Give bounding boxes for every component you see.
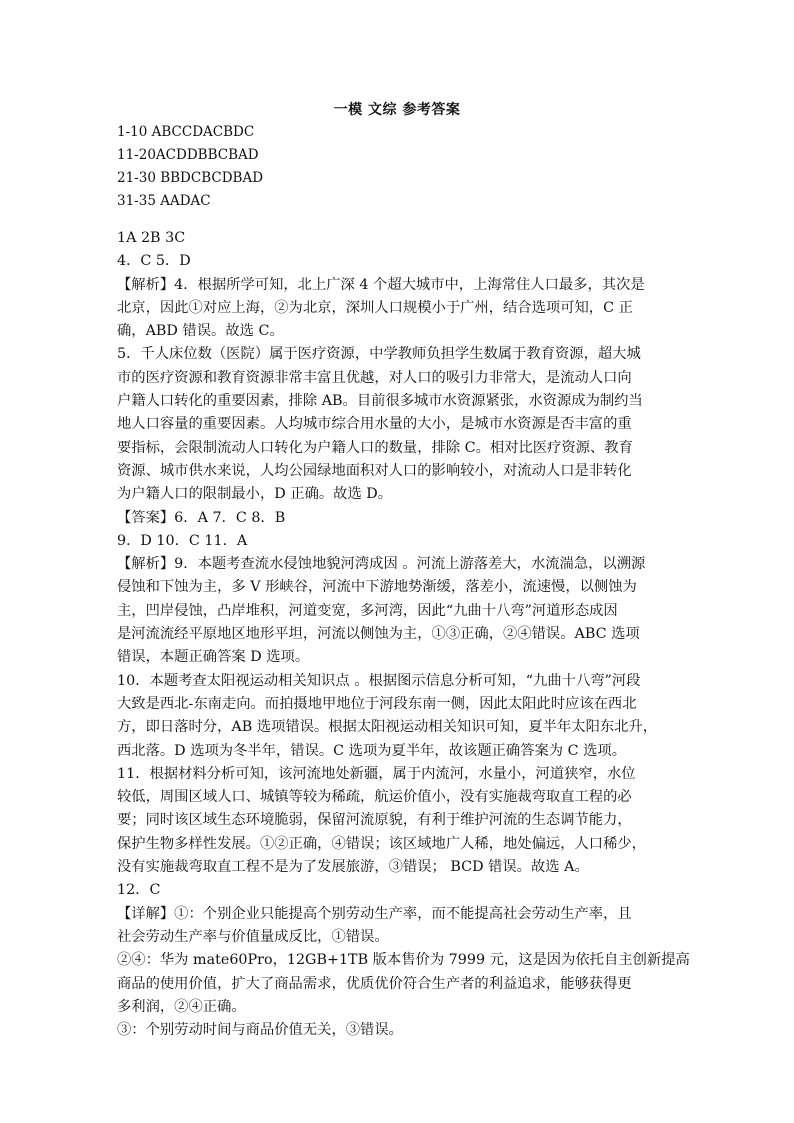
text-line: 西北落。D 选项为冬半年，错误。C 选项为夏半年，故该题正确答案为 C 选项。 (117, 742, 627, 759)
text-line: 北京，因此①对应上海，②为北京，深圳人口规模小于广州，结合选项可知，C 正 (117, 299, 633, 316)
text-line: 户籍人口转化的重要因素，排除 AB。目前很多城市水资源紧张，水资源成为制约当 (117, 393, 643, 410)
text-line: 资源、城市供水来说，人均公园绿地面积对人口的影响较小，对流动人口是非转化 (117, 462, 632, 479)
text-line: 是河流流经平原地区地形平坦，河流以侧蚀为主，①③正确，②④错误。ABC 选项 (117, 626, 640, 643)
text-line: 为户籍人口的限制最小，D 正确。故选 D。 (117, 486, 393, 503)
text-line: 社会劳动生产率与价值量成反比，①错误。 (117, 928, 389, 945)
text-line: 保护生物多样性发展。①②正确，④错误；该区域地广人稀，地处偏远，人口稀少， (117, 835, 646, 852)
text-line: ②④：华为 mate60Pro，12GB+1TB 版本售价为 7999 元，这是因为依托自主创新提高 (117, 952, 690, 969)
answer-key (117, 121, 263, 213)
text-line: 大致是西北-东南走向。而拍摄地甲地位于河段东南一侧，因此太阳此时应该在西北 (117, 695, 637, 712)
text-line: 较低，周围区域人口、城镇等较为稀疏，航运价值小，没有实施裁弯取直工程的必 (117, 789, 632, 806)
text-line: ③：个别劳动时间与商品价值无关，③错误。 (117, 1022, 403, 1039)
text-line: 9．D 10．C 11．A (117, 532, 248, 549)
text-line: 侵蚀和下蚀为主，多 V 形峡谷，河流中下游地势渐缓，落差小，流速慢，以侧蚀为 (117, 579, 637, 596)
text-line: 【解析】9．本题考查流水侵蚀地貌河湾成因 。河流上游落差大，水流湍急，以溯源 (117, 556, 646, 573)
text-line: 5．千人床位数（医院）属于医疗资源，中学教师负担学生数属于教育资源，超大城 (117, 346, 641, 363)
text-line: 4．C 5．D (117, 253, 191, 270)
text-line: 商品的使用价值，扩大了商品需求，优质优价符合生产者的利益追求，能够获得更 (117, 975, 632, 992)
answer-key-line: 1-10 ABCCDACBDC (117, 124, 255, 140)
answer-key-line: 11-20ACDDBBCBAD (117, 147, 259, 163)
text-line: 11．根据材料分析可知，该河流地处新疆，属于内流河，水量小，河道狭窄，水位 (117, 765, 636, 782)
text-line: 要指标，会限制流动人口转化为户籍人口的数量，排除 C。相对比医疗资源、教育 (117, 439, 633, 456)
text-line: 12．C (117, 882, 161, 899)
text-line: 没有实施裁弯取直工程不是为了发展旅游，③错误； BCD 错误。故选 A。 (117, 859, 589, 876)
answer-key-line: 31-35 AADAC (117, 193, 211, 209)
text-line: 【解析】4．根据所学可知，北上广深 4 个超大城市中，上海常住人口最多，其次是 (117, 276, 645, 293)
text-line: 市的医疗资源和教育资源非常丰富且优越，对人口的吸引力非常大，是流动人口向 (117, 369, 632, 386)
page-title: 一模 文综 参考答案 (333, 102, 461, 118)
text-line: 多利润，②④正确。 (117, 998, 246, 1015)
answer-key-line: 21-30 BBDCBCDBAD (117, 170, 264, 186)
answer-explanations (117, 227, 690, 1042)
text-line: 10．本题考查太阳视运动相关知识点 。根据图示信息分析可知，“九曲十八弯”河段 (117, 672, 641, 689)
text-line: 【详解】①：个别企业只能提高个别劳动生产率，而不能提高社会劳动生产率，且 (117, 905, 632, 922)
text-line: 主，凹岸侵蚀，凸岸堆积，河道变宽，多河湾，因此“九曲十八弯”河道形态成因 (117, 602, 618, 619)
text-line: 错误，本题正确答案 D 选项。 (117, 649, 310, 666)
text-line: 要；同时该区域生态环境脆弱，保留河流原貌，有利于维护河流的生态调节能力， (117, 812, 632, 829)
text-line: 确，ABD 错误。故选 C。 (117, 323, 284, 340)
text-line: 地人口容量的重要因素。人均城市综合用水量的大小，是城市水资源是否丰富的重 (117, 416, 632, 433)
text-line: 【答案】6．A 7．C 8．B (117, 509, 286, 526)
text-line: 1A 2B 3C (117, 230, 186, 246)
text-line: 方，即日落时分，AB 选项错误。根据太阳视运动相关知识可知，夏半年太阳东北升， (117, 719, 658, 736)
